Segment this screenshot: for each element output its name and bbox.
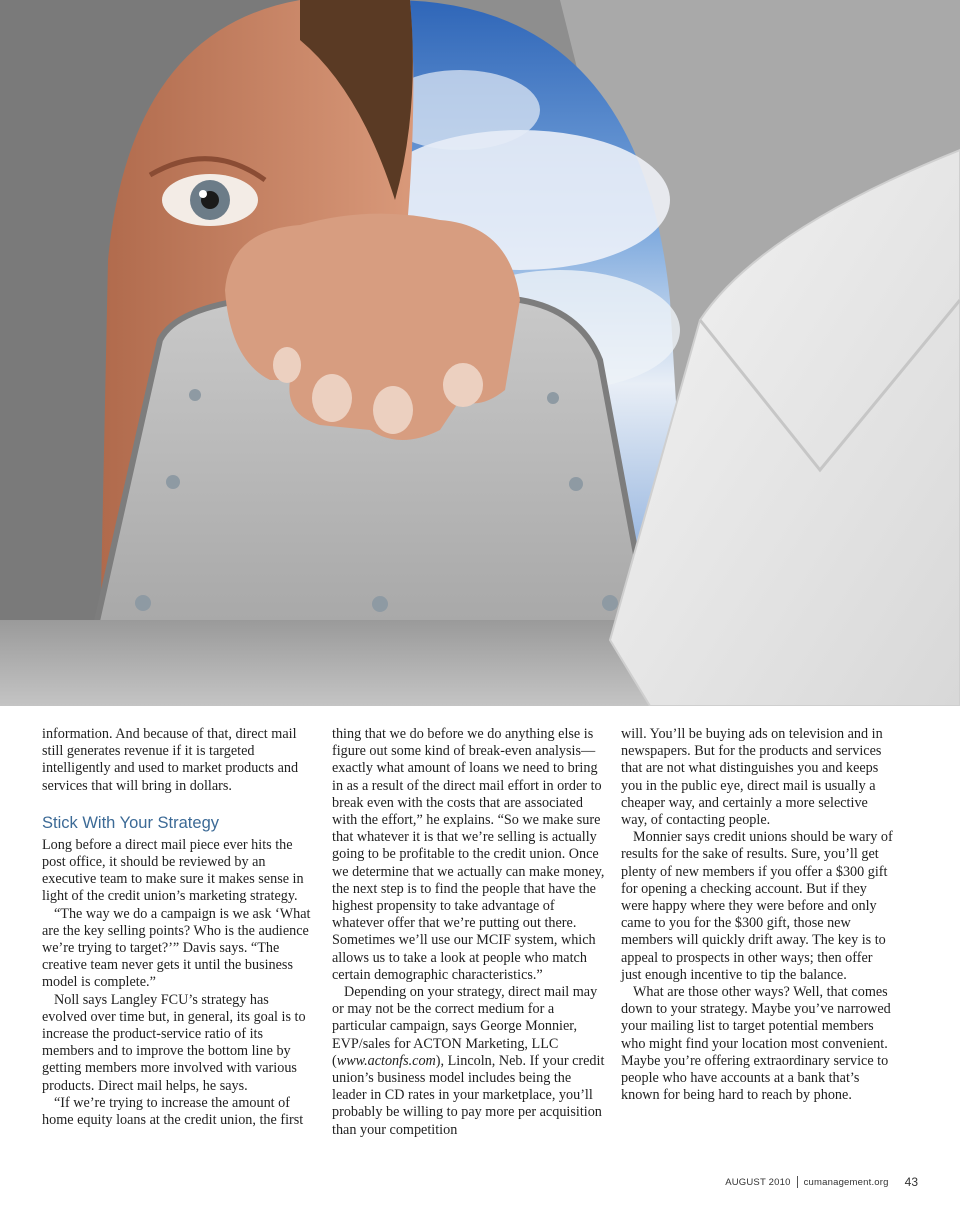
article-column-3	[621, 726, 893, 1104]
paragraph: What are those other ways? Well, that comes down to your strategy. Maybe you’ve narrowed your mailing list to target potential members who might find your location most convenient. Maybe you’re offering extraordinary service to people who have accounts at a bank that’s known for being hard to reach by phone.	[621, 984, 891, 1104]
paragraph-text: ), Lincoln, Neb. If your credit union’s business model includes being the leader in CD rates in your marketplace, you’ll probably be willing to pay more per acquisition than your competition	[332, 1052, 605, 1138]
paragraph: information. And because of that, direct mail still generates revenue if it is targeted intelligently and used to market products and services that will bring in dollars.	[42, 726, 299, 794]
article-column-2	[332, 726, 607, 1139]
page-footer	[725, 1175, 918, 1189]
issue-date: AUGUST 2010	[725, 1176, 791, 1188]
website-link[interactable]: cumanagement.org	[803, 1176, 889, 1188]
footer-divider	[797, 1176, 798, 1188]
paragraph: will. You’ll be buying ads on television and in newspapers. But for the products and services that are not what distinguishes you and keeps you in the public eye, direct mail is usually a cheaper way, and certainly a more selective way, of contacting people.	[621, 726, 883, 829]
paragraph: Noll says Langley FCU’s strategy has evolved over time but, in general, its goal is to increase the product-service ratio of its members and to improve the bottom line by getting members more involved with various products. Direct mail helps, he says.	[42, 991, 306, 1094]
paragraph: thing that we do before we do anything else is figure out some kind of break-even analysis—exactly what amount of loans we need to bring in as a result of the direct mail effort in order to break even with the costs that are associated with the effort,” he explains. “So we make sure that whatever it is that we’re selling is actually going to be profitable to the credit union. Once we determine that we actually can make money, the next step is to find the people that have the highest propensity to take advantage of whatever offer that we’re putting out there. Sometimes we’ll use our MCIF system, which allows us to take a look at people who match certain demographic characteristics.”	[332, 726, 605, 983]
paragraph: “The way we do a campaign is we ask ‘What are the key selling points? Who is the audience we’re trying to target?’” Davis says. “The creative team never gets it until the business model is complete.”	[42, 905, 311, 991]
paragraph-text: Depending on your strategy, direct mail may or may not be the correct medium for a particular campaign, says George Monnier, EVP/sales for ACTON Marketing, LLC (	[332, 984, 598, 1069]
paragraph: “If we’re trying to increase the amount of home equity loans at the credit union, the first	[42, 1094, 304, 1129]
article-column-1	[42, 726, 317, 1129]
section-heading: Stick With Your Strategy	[42, 813, 219, 832]
paragraph: Long before a direct mail piece ever hits the post office, it should be reviewed by an executive team to make sure it makes sense in light of the credit union’s marketing strategy.	[42, 836, 304, 905]
paragraph	[332, 984, 607, 1139]
url-link[interactable]: www.actonfs.com	[336, 1052, 436, 1069]
page-number: 43	[904, 1175, 918, 1189]
paragraph: Monnier says credit unions should be wary of results for the sake of results. Sure, you’ll get plenty of new members if you offer a $300 gift for opening a checking account. But if they were happy where they were before and only came to you for the $300 gift, those new members will quickly drift away. The key is to appeal to prospects in other ways; then offer just enough incentive to tip the balance.	[621, 829, 893, 983]
